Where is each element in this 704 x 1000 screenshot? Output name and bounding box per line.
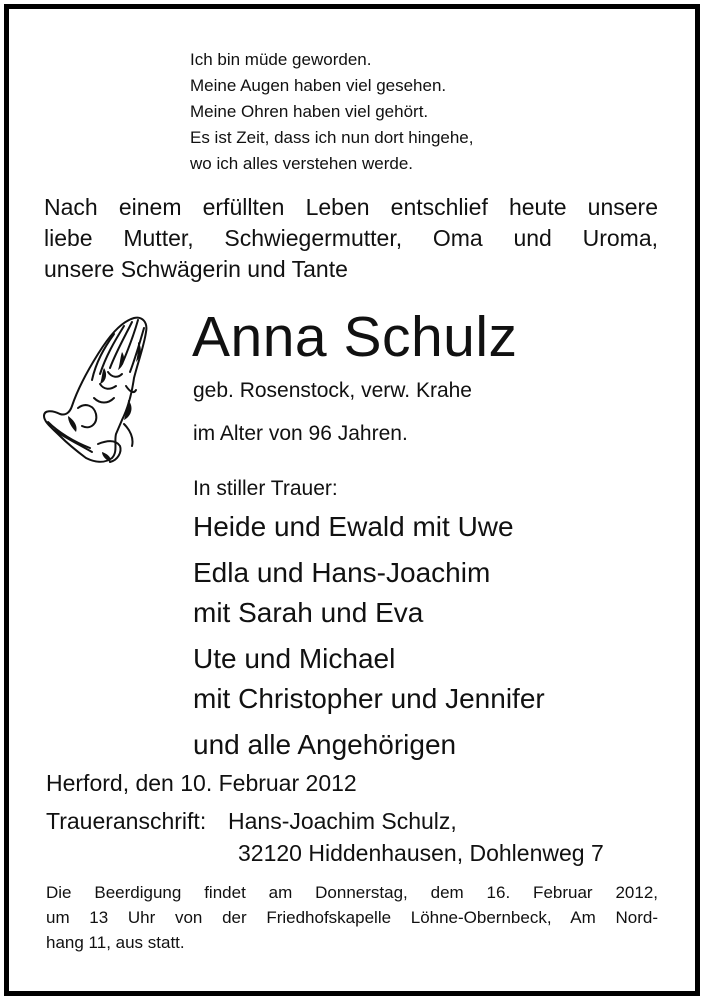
mourner-line: Ute und Michael <box>193 643 396 674</box>
mourner-line: und alle Angehörigen <box>193 729 457 760</box>
intro-line: liebe Mutter, Schwiegermutter, Oma und Uroma, <box>44 225 658 251</box>
place-date: Herford, den 10. Februar 2012 <box>46 770 357 796</box>
poem-line: Meine Ohren haben viel gehört. <box>190 102 429 121</box>
mourner-line: Edla und Hans-Joachim <box>193 557 491 588</box>
deceased-age: im Alter von 96 Jahren. <box>193 422 408 445</box>
address-label: Traueranschrift: <box>46 808 207 834</box>
mourner-line: Heide und Ewald mit Uwe <box>193 511 514 542</box>
mourner-line: mit Sarah und Eva <box>193 597 424 628</box>
poem <box>190 47 474 177</box>
funeral-line: hang 11, aus statt. <box>46 933 185 952</box>
funeral-notice <box>46 880 658 955</box>
deceased-maiden-name: geb. Rosenstock, verw. Krahe <box>193 379 472 402</box>
funeral-line: Die Beerdigung findet am Donnerstag, dem 16. Februar 2012, <box>46 883 658 902</box>
intro-line: unsere Schwägerin und Tante <box>44 256 348 282</box>
intro-line: Nach einem erfüllten Leben entschlief heute unsere <box>44 194 658 220</box>
address-line-1: Hans-Joachim Schulz, <box>228 808 457 834</box>
address-line-2: 32120 Hiddenhausen, Dohlenweg 7 <box>238 840 604 866</box>
poem-line: Es ist Zeit, dass ich nun dort hingehe, <box>190 128 474 147</box>
poem-line: Ich bin müde geworden. <box>190 50 372 69</box>
mourning-heading: In stiller Trauer: <box>193 477 338 500</box>
mourners-list <box>193 507 545 765</box>
funeral-line: um 13 Uhr von der Friedhofskapelle Löhne-Obernbeck, Am Nord- <box>46 908 658 927</box>
poem-line: wo ich alles verstehen werde. <box>190 154 414 173</box>
praying-hands-icon <box>38 312 158 472</box>
poem-line: Meine Augen haben viel gesehen. <box>190 76 447 95</box>
intro-text <box>44 192 658 285</box>
mourner-line: mit Christopher und Jennifer <box>193 683 545 714</box>
deceased-name: Anna Schulz <box>192 305 518 369</box>
